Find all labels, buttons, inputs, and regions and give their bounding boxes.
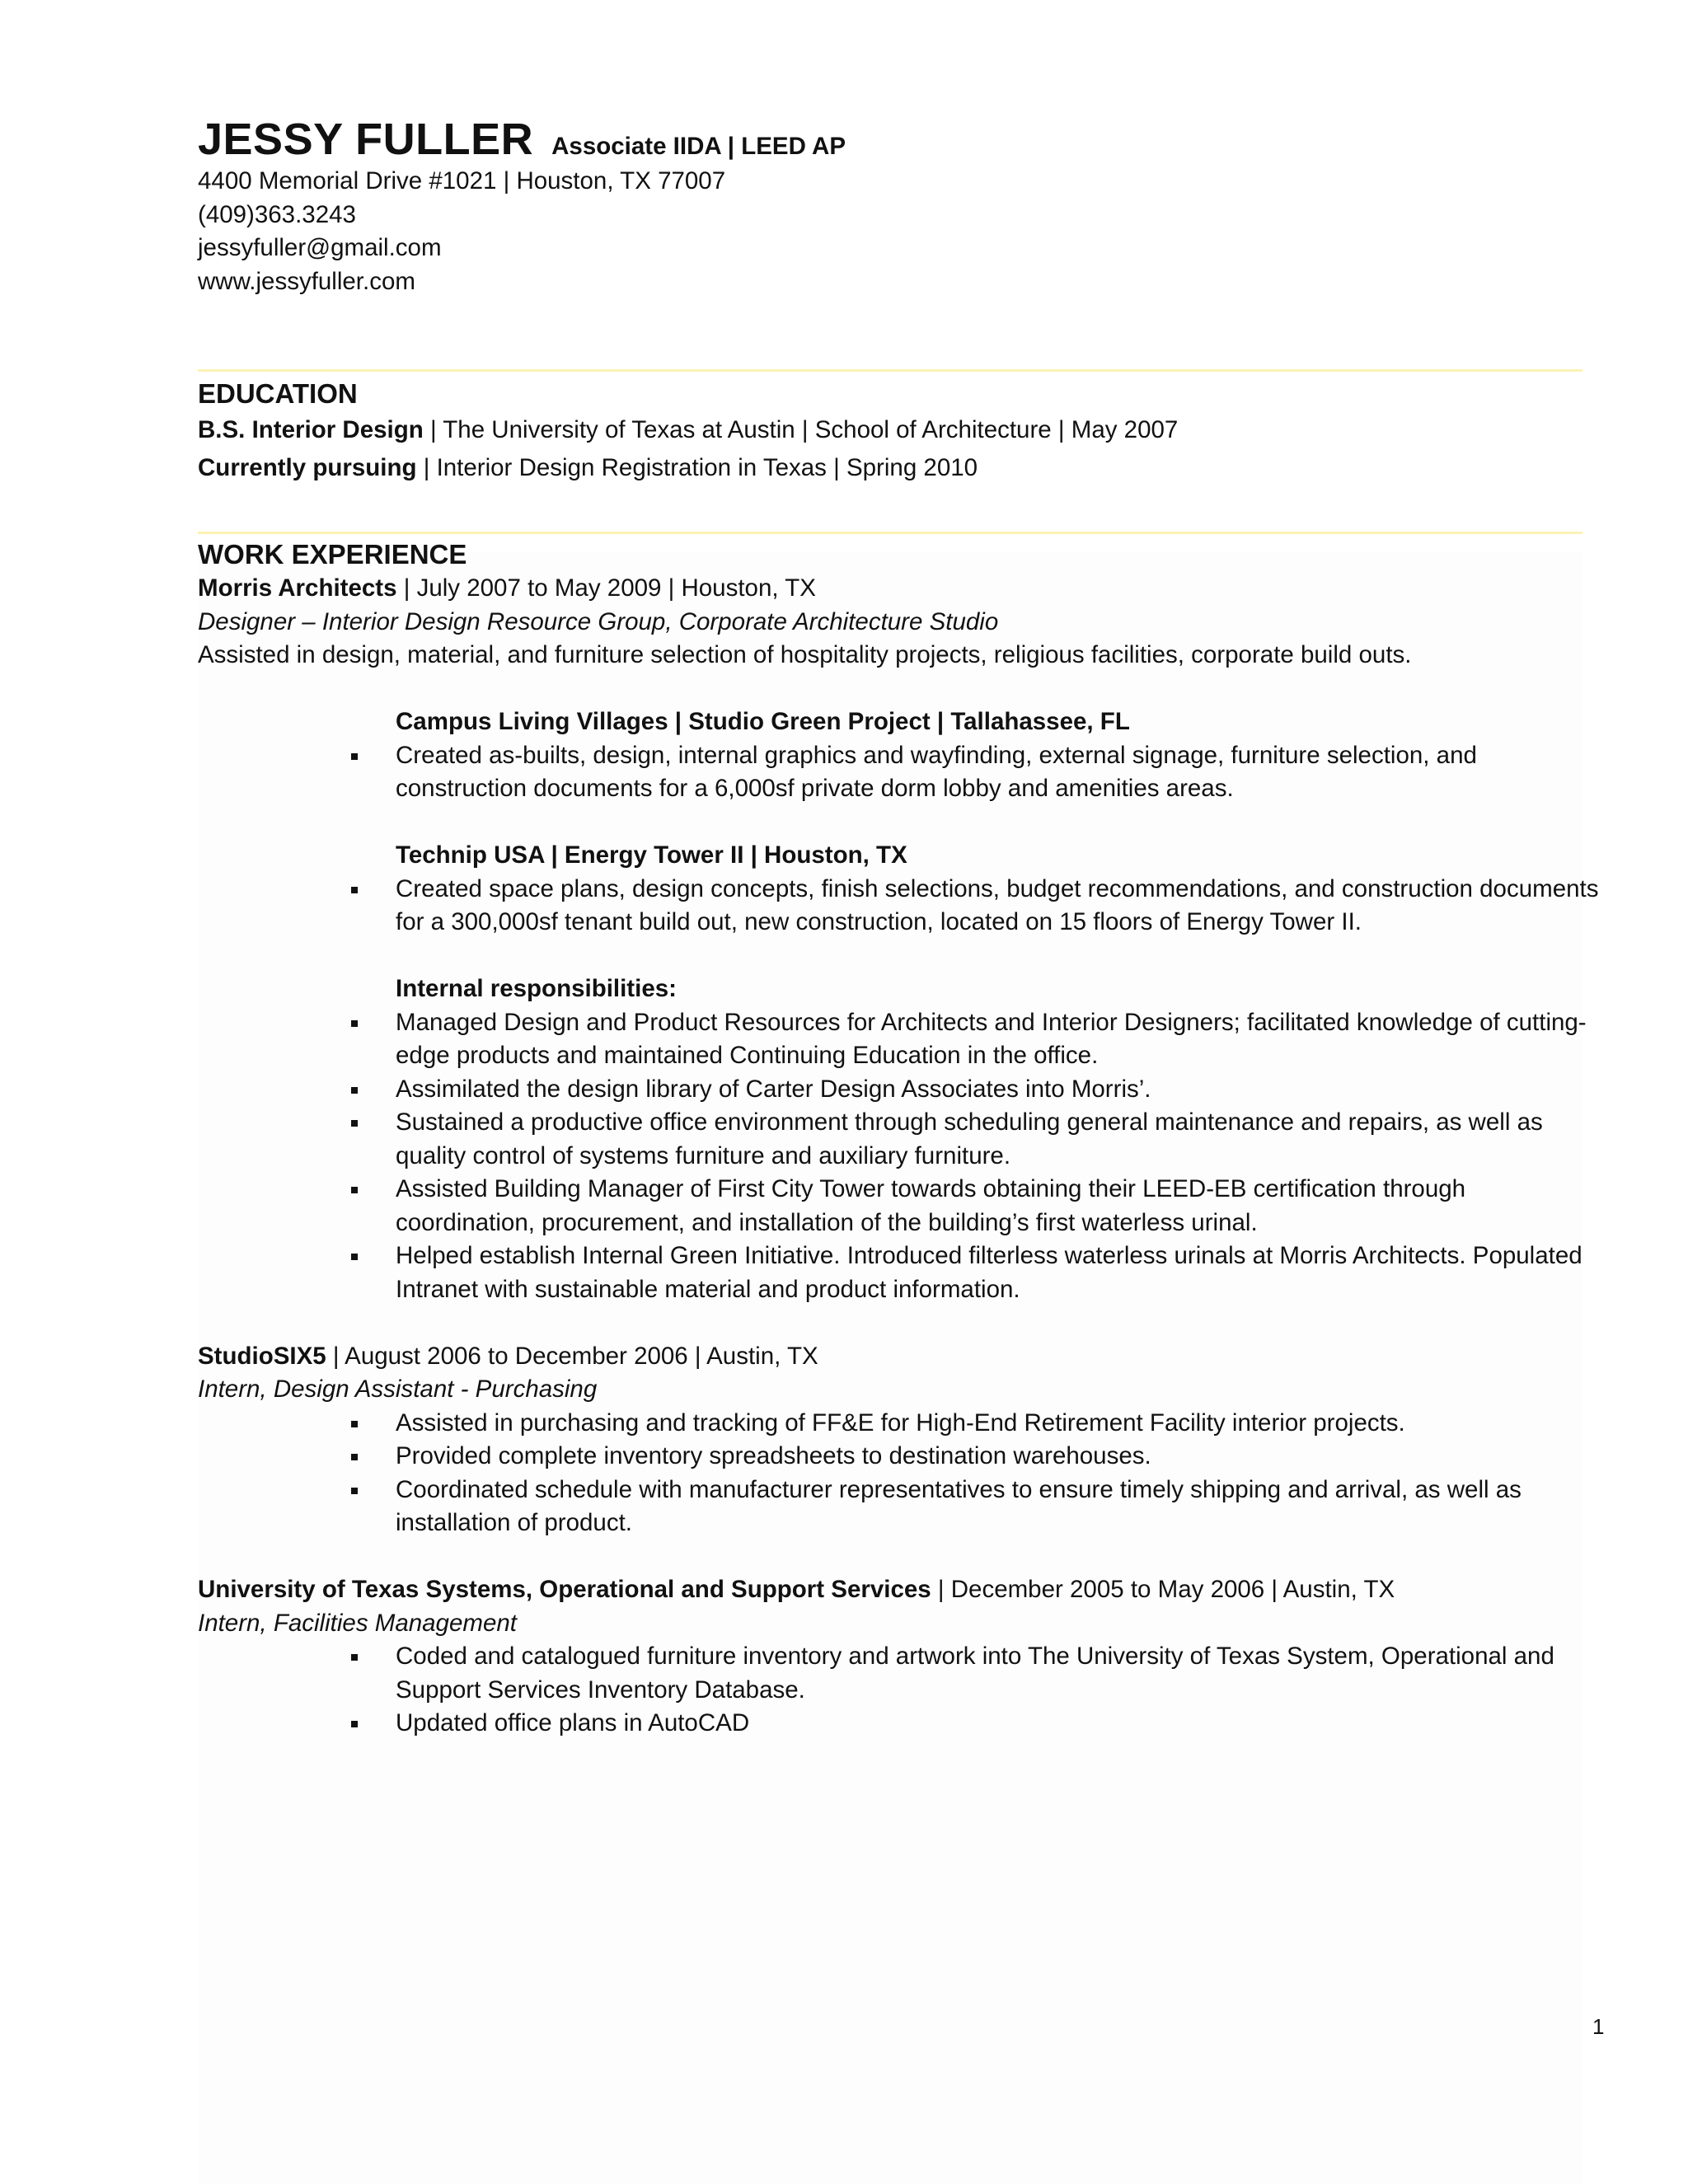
bullet-item: Managed Design and Product Resources for Architects and Interior Designers; facilitated knowledge of cutting-edge products and maintained Continuing Education in the office. [396, 1006, 1599, 1073]
degree: B.S. Interior Design [198, 416, 424, 443]
bullet-item: Assimilated the design library of Carter Design Associates into Morris’. [396, 1073, 1599, 1107]
degree-details: | The University of Texas at Austin | School of Architecture | May 2007 [423, 416, 1179, 443]
company-name: University of Texas Systems, Operational and Support Services [198, 1576, 931, 1603]
bullet-item: Updated office plans in AutoCAD [396, 1707, 1599, 1741]
address: 4400 Memorial Drive #1021 | Houston, TX 77007 [198, 167, 726, 194]
bullet-item: Coded and catalogued furniture inventory and artwork into The University of Texas System, Operational and Support Services Inventory Database. [396, 1640, 1599, 1707]
bullet-item: Sustained a productive office environment through scheduling general maintenance and repairs, as well as quality control of systems furniture and auxiliary furniture. [396, 1106, 1599, 1173]
company-name: StudioSIX5 [198, 1342, 326, 1370]
bullet-item: Assisted in purchasing and tracking of FF&E for High-End Retirement Facility interior projects. [396, 1407, 1599, 1441]
credentials: Associate IIDA | LEED AP [551, 133, 846, 160]
project-heading: Campus Living Villages | Studio Green Project | Tallahassee, FL [396, 708, 1130, 735]
company-name: Morris Architects [198, 574, 397, 602]
education-entry [198, 449, 1599, 487]
bullet-list [198, 1640, 1599, 1741]
name-header [198, 114, 1599, 165]
job-role: Designer – Interior Design Resource Group, Corporate Architecture Studio [198, 607, 999, 635]
education-entry [198, 411, 1599, 449]
work-experience-title: WORK EXPERIENCE [198, 539, 467, 569]
job-details: | December 2005 to May 2006 | Austin, TX [931, 1576, 1395, 1603]
bullet-list [198, 1006, 1599, 1307]
job-details: | August 2006 to December 2006 | Austin, TX [326, 1342, 818, 1370]
bullet-item: Coordinated schedule with manufacturer representatives to ensure timely shipping and arrival, as well as installation of product. [396, 1474, 1599, 1540]
job-role: Intern, Design Assistant - Purchasing [198, 1376, 598, 1403]
pursuit-details: | Interior Design Registration in Texas | Spring 2010 [416, 454, 978, 481]
job-role: Intern, Facilities Management [198, 1609, 517, 1637]
job-heading [198, 1340, 1599, 1374]
bullet-item: Helped establish Internal Green Initiative. Introduced filterless waterless urinals at Morris Architects. Populated Intranet with sustainable material and product information. [396, 1240, 1599, 1306]
project-heading: Internal responsibilities: [396, 975, 677, 1002]
bullet-item: Created space plans, design concepts, finish selections, budget recommendations, and construction documents for a 300,000sf tenant build out, new construction, located on 15 floors of Energy Tower II. [396, 873, 1599, 940]
bullet-item: Provided complete inventory spreadsheets to destination warehouses. [396, 1440, 1599, 1474]
bullet-list [198, 1407, 1599, 1540]
job-summary: Assisted in design, material, and furniture selection of hospitality projects, religious facilities, corporate build outs. [198, 641, 1412, 668]
bullet-list [198, 873, 1599, 940]
project-heading: Technip USA | Energy Tower II | Houston, TX [396, 841, 907, 869]
job-heading [198, 1573, 1599, 1607]
job-heading [198, 572, 1599, 606]
candidate-name: JESSY FULLER [198, 115, 534, 164]
page-number: 1 [1592, 2014, 1605, 2039]
bullet-list [198, 739, 1599, 806]
email: jessyfuller@gmail.com [198, 234, 442, 261]
bullet-item: Assisted Building Manager of First City Tower towards obtaining their LEED-EB certification through coordination, procurement, and installation of the building’s first waterless urinal. [396, 1173, 1599, 1240]
bullet-item: Created as-builts, design, internal graphics and wayfinding, external signage, furniture selection, and construction documents for a 6,000sf private dorm lobby and amenities areas. [396, 739, 1599, 806]
pursuit: Currently pursuing [198, 454, 417, 481]
job-details: | July 2007 to May 2009 | Houston, TX [396, 574, 816, 602]
education-title: EDUCATION [198, 378, 358, 409]
website: www.jessyfuller.com [198, 267, 415, 295]
phone: (409)363.3243 [198, 200, 356, 228]
resume-content [198, 114, 1599, 1741]
